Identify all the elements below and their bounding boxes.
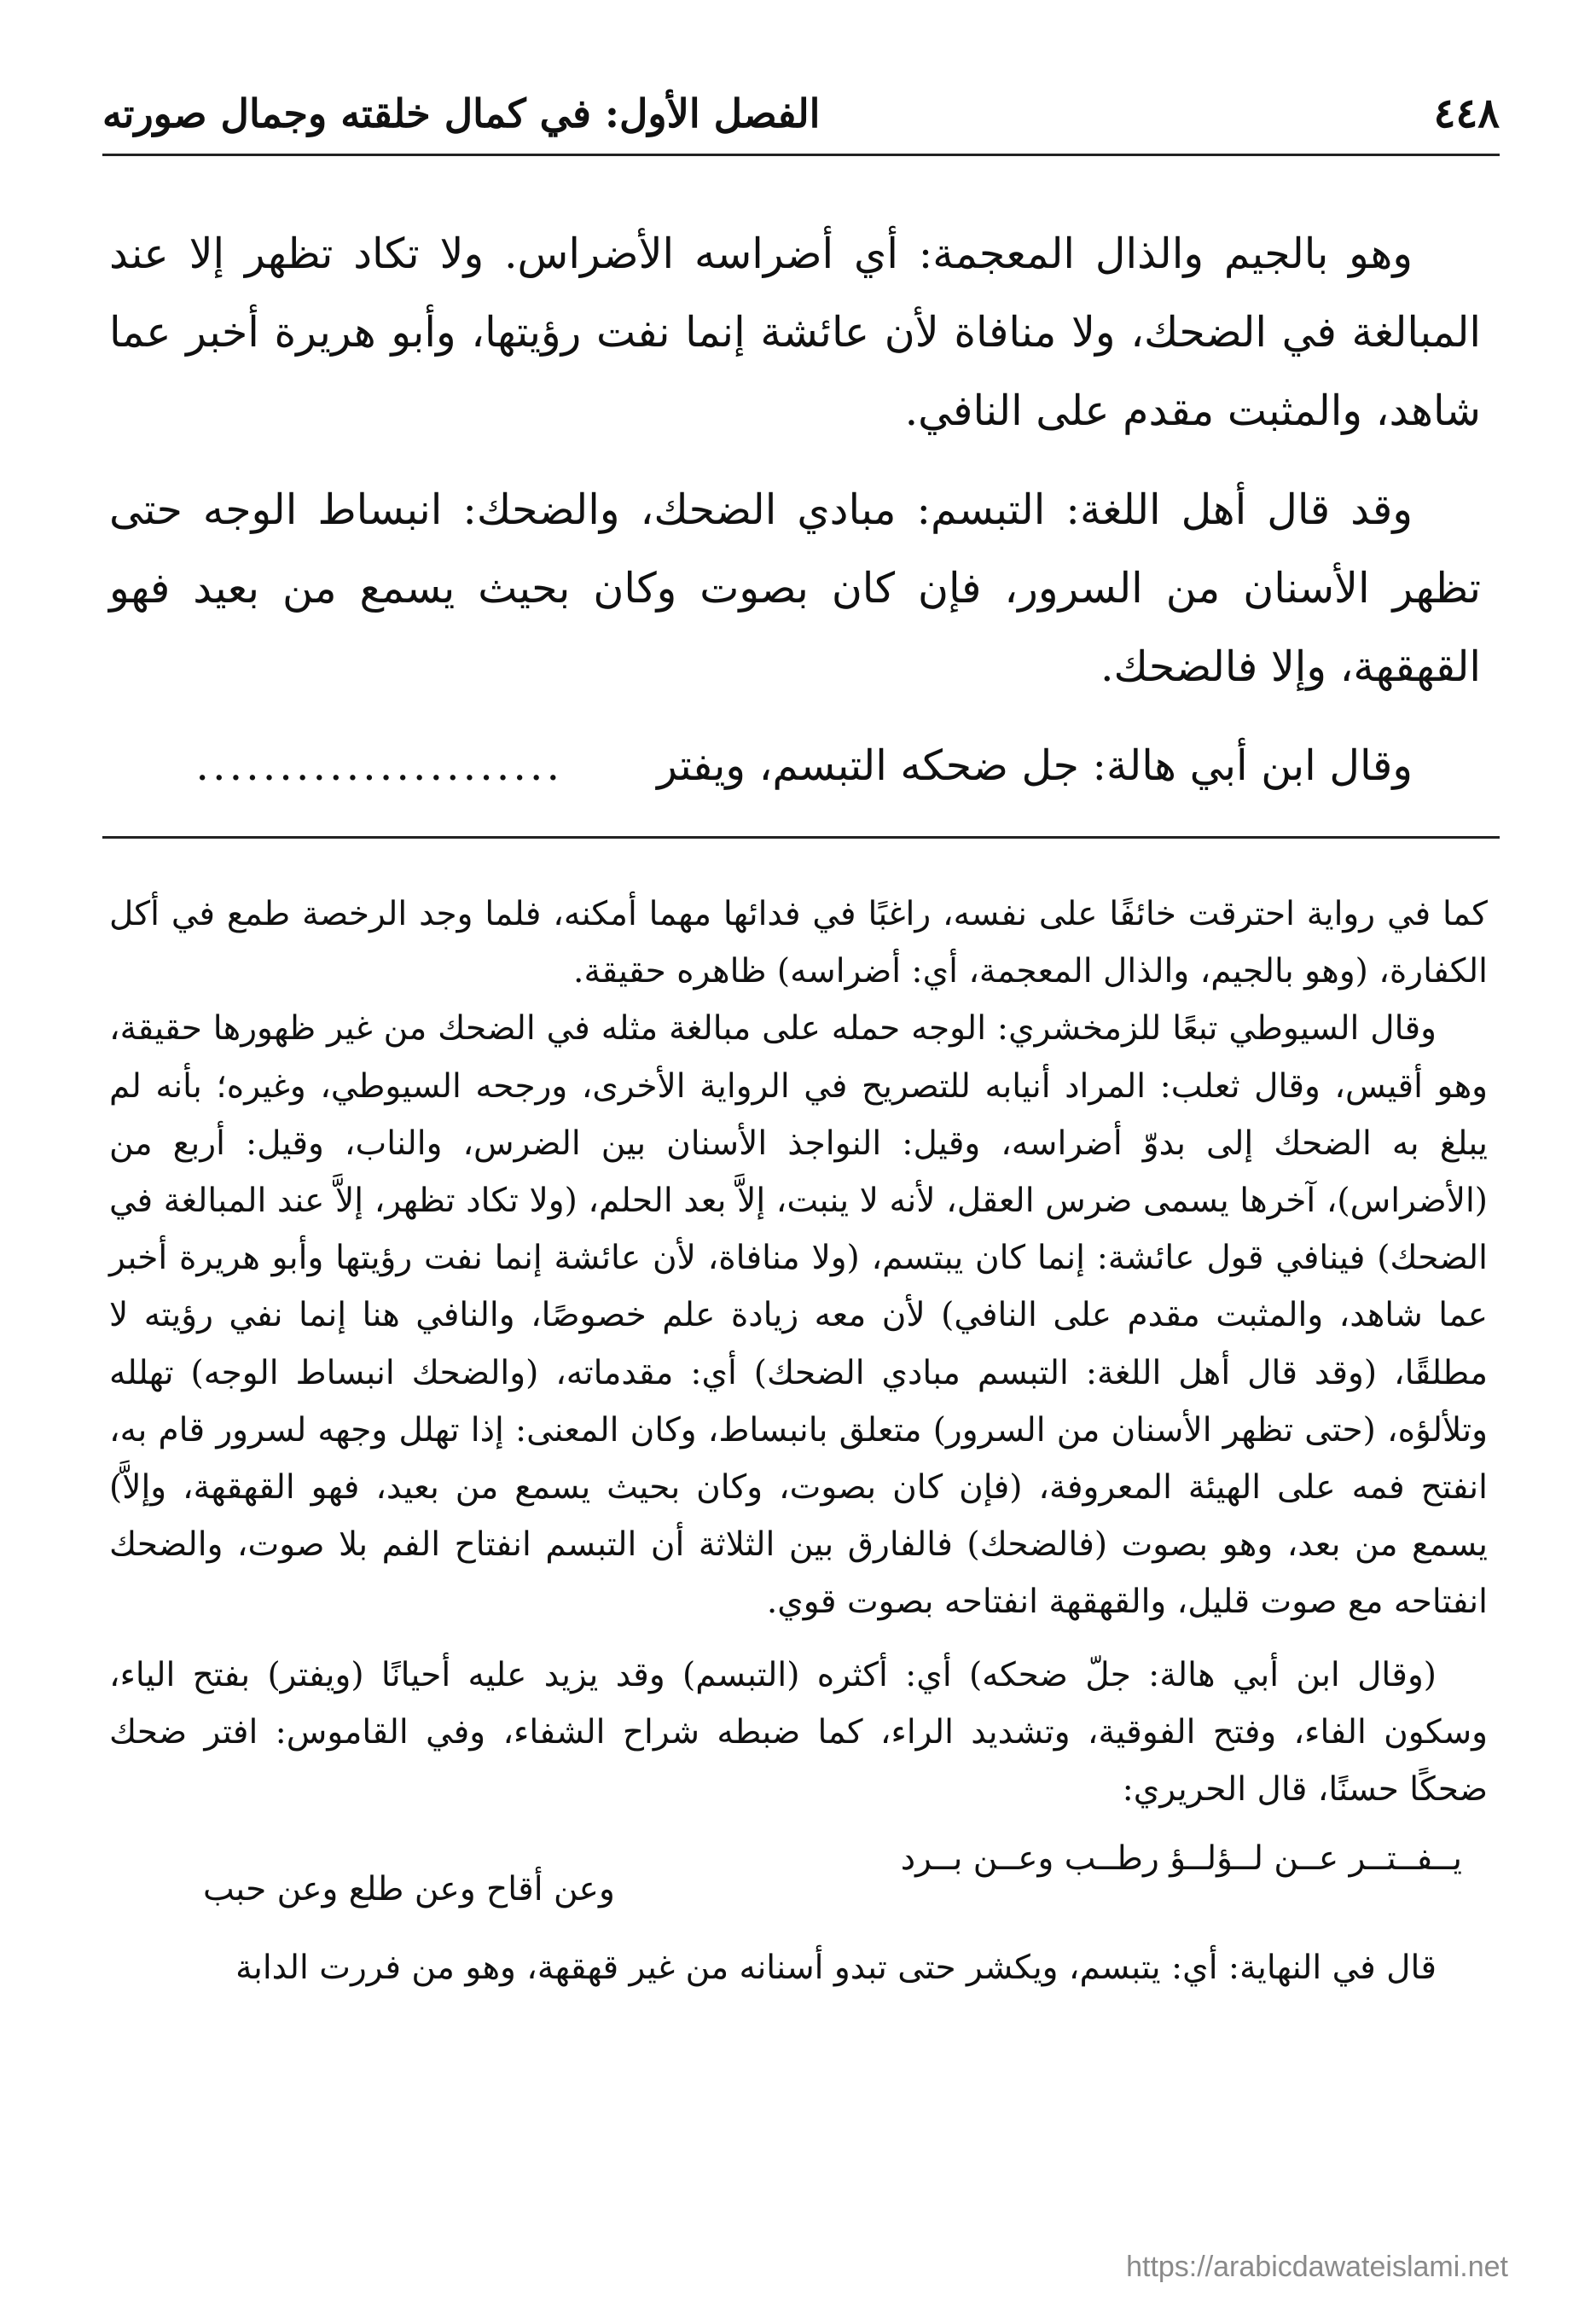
main-text-paragraph: وقد قال أهل اللغة: التبسم: مبادي الضحك، والضحك: انبساط الوجه حتى تظهر الأسنان من السرور، فإن كان بصوت وكان بحيث يسمع من بعيد فهو القهقهة، وإلا فالضحك. — [109, 485, 1481, 691]
main-text-paragraph — [109, 727, 1481, 805]
commentary-paragraph: كما في رواية احترقت خائفًا على نفسه، راغبًا في فدائها مهما أمكنه، فلما وجد الرخصة طمع في أكل الكفارة، (وهو بالجيم، والذال المعجمة، أي: أضراسه) ظاهره حقيقة. — [109, 895, 1488, 991]
main-text — [109, 215, 1481, 826]
chapter-title: الفصل الأول: في كمال خلقته وجمال صورته — [102, 90, 821, 137]
main-text-line: وقال ابن أبي هالة: جل ضحكه التبسم، ويفتر — [657, 741, 1413, 790]
poetry-hemistich-second: وعن أقاح وعن طلع وعن حبب — [203, 1870, 615, 1909]
watermark-url: https://arabicdawateislami.net — [1126, 2251, 1508, 2283]
commentary-text — [109, 886, 1488, 1996]
poetry-hemistich-first: يــفــتــر عــن لــؤلــؤ رطــب وعــن بــرد — [900, 1839, 1462, 1879]
continuation-dots: ...................... — [195, 741, 564, 790]
footnote-separator — [102, 836, 1500, 839]
commentary-paragraph: وقال السيوطي تبعًا للزمخشري: الوجه حمله على مبالغة مثله في الضحك من غير ظهورها حقيقة، وهو أقيس، وقال ثعلب: المراد أنيابه للتصريح في الرواية الأخرى، ورجحه السيوطي، وغيره؛ بأنه لم يبلغ به الضحك إلى بدوّ أضراسه، وقيل: النواجذ الأسنان بين الضرس، والناب، وقيل: أربع من (الأضراس)، آخرها يسمى ضرس العقل، لأنه لا ينبت، إلاَّ بعد الحلم، (ولا تكاد تظهر، إلاَّ عند المبالغة في الضحك) فينافي قول عائشة: إنما كان يبتسم، (ولا منافاة، لأن عائشة إنما نفت رؤيتها وأبو هريرة أخبر عما شاهد، والمثبت مقدم على النافي) لأن معه زيادة علم خصوصًا، والنافي هنا إنما نفي رؤيته لا مطلقًا، (وقد قال أهل اللغة: التبسم مبادي الضحك) أي: مقدماته، (والضحك انبساط الوجه) تهلله وتلألؤه، (حتى تظهر الأسنان من السرور) متعلق بانبساط، وكان المعنى: إذا تهلل وجهه لسرور قام به، انفتح فمه على الهيئة المعروفة، (فإن كان بصوت، وكان بحيث يسمع من بعيد، فهو القهقهة، وإلاَّ) يسمع من بعد، وهو بصوت (فالضحك) فالفارق بين الثلاثة أن التبسم انفتاح الفم بلا صوت، والضحك انفتاحه مع صوت قليل، والقهقهة انفتاحه بصوت قوي. — [109, 1009, 1488, 1622]
page-number: ٤٤٨ — [1433, 90, 1500, 137]
commentary-last-line: قال في النهاية: أي: يتبسم، ويكشر حتى تبدو أسنانه من غير قهقهة، وهو من فررت الدابة — [235, 1949, 1437, 1988]
main-text-paragraph: وهو بالجيم والذال المعجمة: أي أضراسه الأضراس. ولا تكاد تظهر إلا عند المبالغة في الضحك، ولا منافاة لأن عائشة إنما نفت رؤيتها، وأبو هريرة أخبر عما شاهد، والمثبت مقدم على النافي. — [109, 229, 1481, 435]
page-header — [102, 78, 1500, 148]
commentary-paragraph: (وقال ابن أبي هالة: جلّ ضحكه) أي: أكثره (التبسم) وقد يزيد عليه أحيانًا (ويفتر) بفتح الياء، وسكون الفاء، وفتح الفوقية، وتشديد الراء، كما ضبطه شراح الشفاء، وفي القاموس: افتر ضحك ضحكًا حسنًا، قال الحريري: — [109, 1655, 1488, 1810]
header-rule — [102, 154, 1500, 156]
poetry-verse — [203, 1828, 1462, 1920]
